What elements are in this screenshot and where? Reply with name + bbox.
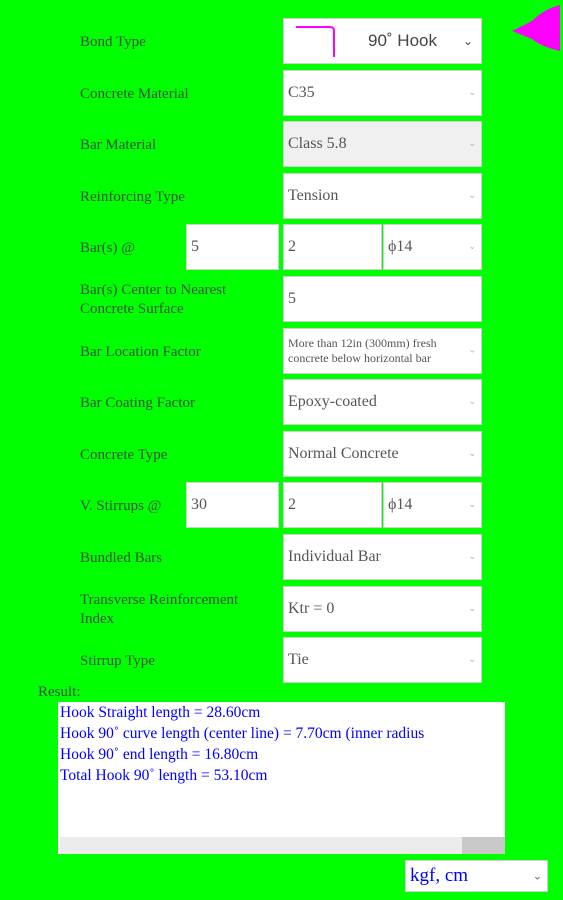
stirrup-count-input[interactable] — [283, 482, 382, 528]
reinforcing-type-value: Tension — [288, 187, 339, 204]
cover-label — [80, 281, 226, 319]
chevron-down-icon: ⌄ — [468, 604, 476, 614]
concrete-material-label: Concrete Material — [80, 86, 189, 102]
bar-diameter-value: ϕ14 — [388, 238, 413, 255]
bar-diameter-select[interactable] — [383, 224, 482, 270]
stirrup-type-select[interactable] — [283, 637, 482, 683]
result-line: Total Hook 90˚ length = 53.10cm — [60, 767, 268, 784]
bar-location-value-line1: More than 12in (300mm) fresh — [288, 336, 437, 350]
chevron-down-icon: ⌄ — [468, 88, 476, 98]
bar-coating-select[interactable] — [283, 379, 482, 425]
scrollbar-thumb[interactable] — [462, 837, 505, 854]
concrete-type-select[interactable] — [283, 431, 482, 477]
bond-type-value: 90˚ Hook — [368, 31, 437, 50]
result-label: Result: — [38, 684, 81, 700]
bar-material-select[interactable] — [283, 121, 482, 167]
bar-material-value: Class 5.8 — [288, 135, 347, 152]
stirrup-diameter-select[interactable] — [383, 482, 482, 528]
bar-material-label: Bar Material — [80, 137, 157, 153]
bar-coating-value: Epoxy-coated — [288, 393, 377, 410]
stirrup-count-value: 2 — [288, 496, 296, 513]
stirrups-label: V. Stirrups @ — [80, 498, 162, 514]
bar-count-input[interactable] — [283, 224, 382, 270]
chevron-down-icon: ⌄ — [468, 191, 476, 201]
units-value: kgf, cm — [410, 865, 469, 886]
transverse-index-label-line1: Transverse Reinforcement — [80, 592, 239, 608]
bar-coating-label: Bar Coating Factor — [80, 395, 195, 411]
stirrup-type-label: Stirrup Type — [80, 653, 155, 669]
transverse-index-value: Ktr = 0 — [288, 600, 335, 617]
concrete-type-value: Normal Concrete — [288, 445, 399, 462]
result-textarea[interactable] — [58, 702, 505, 854]
concrete-material-value: C35 — [288, 84, 315, 101]
bar-spacing-value: 5 — [191, 238, 199, 255]
concrete-type-label: Concrete Type — [80, 447, 168, 463]
chevron-down-icon: ⌄ — [468, 139, 476, 149]
units-select[interactable] — [405, 860, 548, 892]
reinforcing-type-label: Reinforcing Type — [80, 189, 185, 205]
bundled-bars-value: Individual Bar — [288, 548, 381, 565]
bar-location-value-line2: concrete below horizontal bar — [288, 351, 431, 365]
chevron-down-icon: ⌄ — [468, 397, 476, 407]
bar-count-value: 2 — [288, 238, 296, 255]
chevron-down-icon: ⌄ — [532, 869, 542, 883]
stirrup-spacing-value: 30 — [191, 496, 207, 513]
chevron-down-icon: ⌄ — [468, 242, 476, 252]
chevron-down-icon: ⌄ — [468, 552, 476, 562]
transverse-index-label — [80, 591, 238, 629]
concrete-material-select[interactable] — [283, 70, 482, 116]
bar-spacing-input[interactable] — [186, 224, 279, 270]
chevron-down-icon: ⌄ — [468, 345, 476, 356]
reinforcing-type-select[interactable] — [283, 173, 482, 219]
result-line: Hook 90˚ end length = 16.80cm — [60, 746, 259, 763]
bars-label: Bar(s) @ — [80, 240, 136, 256]
stirrup-type-value: Tie — [288, 651, 309, 668]
transverse-index-select[interactable] — [283, 586, 482, 632]
stirrup-spacing-input[interactable] — [186, 482, 279, 528]
result-line: Hook 90˚ curve length (center line) = 7.70cm (inner radius — [60, 725, 425, 742]
cover-label-line2: Concrete Surface — [80, 301, 184, 317]
chevron-down-icon: ⌄ — [468, 500, 476, 510]
cover-value: 5 — [288, 290, 296, 307]
horizontal-scrollbar[interactable] — [60, 837, 505, 854]
chevron-down-icon: ⌄ — [462, 34, 473, 48]
magenta-blob-icon[interactable] — [512, 5, 560, 51]
cover-input[interactable] — [283, 276, 482, 322]
bundled-bars-select[interactable] — [283, 534, 482, 580]
bundled-bars-label: Bundled Bars — [80, 550, 163, 566]
bar-location-select[interactable] — [283, 328, 482, 374]
result-line: Hook Straight length = 28.60cm — [60, 704, 261, 721]
transverse-index-label-line2: Index — [80, 611, 115, 627]
bond-type-select[interactable] — [283, 18, 482, 64]
stirrup-diameter-value: ϕ14 — [388, 496, 413, 513]
hook-90-icon — [290, 23, 340, 59]
chevron-down-icon: ⌄ — [468, 655, 476, 665]
cover-label-line1: Bar(s) Center to Nearest — [80, 282, 227, 298]
chevron-down-icon: ⌄ — [468, 449, 476, 459]
bar-location-label: Bar Location Factor — [80, 344, 201, 360]
bond-type-label: Bond Type — [80, 34, 146, 50]
